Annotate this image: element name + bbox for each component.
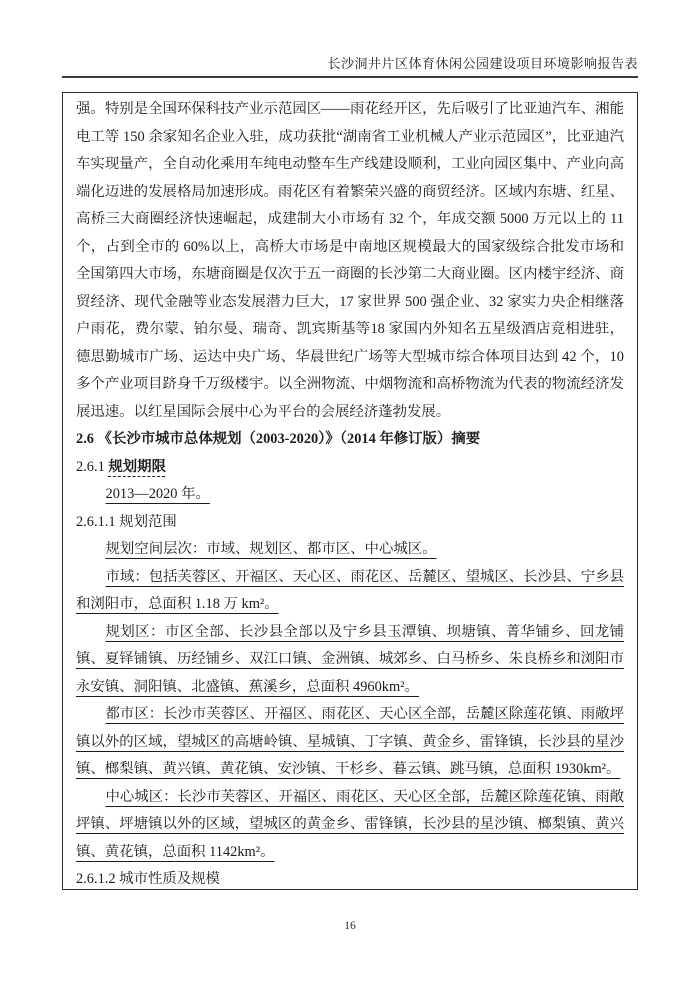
page-number: 16 xyxy=(344,920,356,932)
page-footer xyxy=(0,920,700,932)
city-region-paragraph: 市域：包括芙蓉区、开福区、天心区、雨花区、岳麓区、望城区、长沙县、宁乡县和浏阳市，总面积 1.18 万 km²。 xyxy=(76,568,624,612)
content-frame xyxy=(62,92,638,890)
report-title: 长沙洞井片区体育休闲公园建设项目环境影响报告表 xyxy=(327,56,638,71)
subsection-heading-2-6-1-1: 2.6.1.1 规划范围 xyxy=(76,513,177,530)
spatial-levels-paragraph: 规划空间层次：市域、规划区、都市区、中心城区。 xyxy=(105,541,437,557)
planning-area-paragraph: 规划区：市区全部、长沙县全部以及宁乡县玉潭镇、坝塘镇、菁华铺乡、回龙铺镇、夏铎铺镇、历经铺乡、双江口镇、金洲镇、城郊乡、白马桥乡、朱良桥乡和浏阳市永安镇、洞阳镇、北盛镇、蕉溪乡，总面积 4960km²。 xyxy=(76,623,624,695)
document-content xyxy=(76,96,624,890)
heading-title: 规划期限 xyxy=(108,458,166,475)
subsection-heading-2-6-1-2: 2.6.1.2 城市性质及规模 xyxy=(76,871,220,887)
body-paragraph-economy: 强。特别是全国环保科技产业示范园区——雨花经开区，先后吸引了比亚迪汽车、湘能电工等 150 余家知名企业入驻，成功获批“湖南省工业机械人产业示范园区”，比亚迪汽车实现量产，全自动化乘用车纯电动整车生产线建设顺利，工业向园区集中、产业向高端化迈进的发展格局加速形成。雨花区有着繁荣兴盛的商贸经济。区域内东塘、红星、高桥三大商圈经济快速崛起，成建制大小市场有 32 个，年成交额 5000 万元以上的 11 个，占到全市的 60%以上，高桥大市场是中南地区规模最大的国家级综合批发市场和全国第四大市场，东塘商圈是仅次于五一商圈的长沙第二大商业圈。区内楼宇经济、商贸经济、现代金融等业态发展潜力巨大，17 家世界 500 强企业、32 家实力央企相继落户雨花，费尔蒙、铂尔曼、瑞奇、凯宾斯基等18 家国内外知名五星级酒店竞相进驻，德思勤城市广场、运达中央广场、华晨世纪广场等大型城市综合体项目达到 42 个，10 多个产业项目跻身千万级楼宇。以全洲物流、中烟物流和高桥物流为代表的物流经济发展迅速。以红星国际会展中心为平台的会展经济蓬勃发展。 xyxy=(76,101,624,420)
section-heading-2-6: 2.6 《长沙市城市总体规划（2003-2020）》（2014 年修订版）摘要 xyxy=(76,431,481,447)
metropolitan-area-paragraph: 都市区：长沙市芙蓉区、开福区、雨花区、天心区全部，岳麓区除莲花镇、雨敞坪镇以外的区域，望城区的高塘岭镇、星城镇、丁字镇、黄金乡、雷锋镇，长沙县的星沙镇、榔梨镇、黄兴镇、黄花镇、安沙镇、干杉乡、暮云镇、跳马镇，总面积 1930km²。 xyxy=(76,706,624,777)
central-city-paragraph: 中心城区：长沙市芙蓉区、开福区、雨花区、天心区全部，岳麓区除莲花镇、雨敞坪镇、坪塘镇以外的区域，望城区的黄金乡、雷锋镇，长沙县的星沙镇、榔梨镇、黄兴镇、黄花镇，总面积 1142km²。 xyxy=(76,788,624,860)
page-header xyxy=(62,56,638,78)
heading-number: 2.6.1 xyxy=(76,458,109,475)
subsection-heading-2-6-1 xyxy=(76,454,624,482)
planning-period-paragraph: 2013—2020 年。 xyxy=(105,486,210,502)
